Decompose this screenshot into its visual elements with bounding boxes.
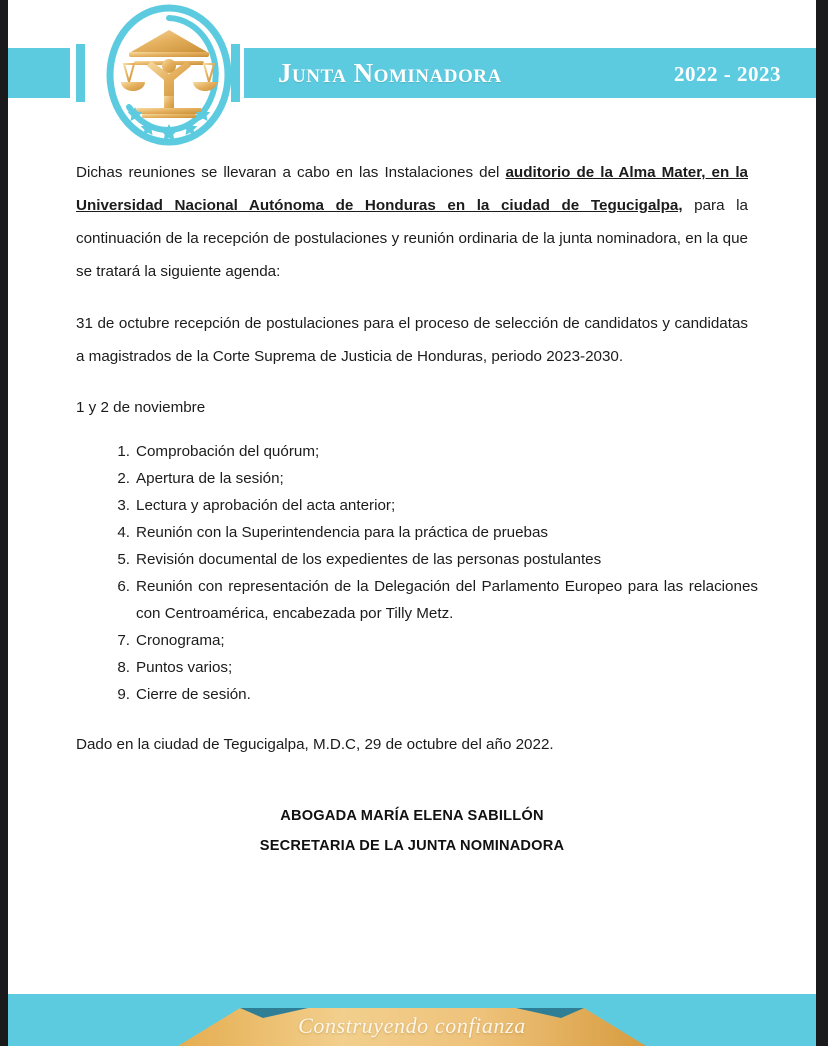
list-item [108, 438, 758, 465]
paragraph-november-dates: 1 y 2 de noviembre [76, 399, 206, 416]
document-page [8, 0, 816, 1046]
list-item-number: 1. [117, 443, 130, 460]
paragraph-meeting-location [76, 150, 748, 288]
header-left-teal-block [8, 48, 70, 98]
header-stripe-left [76, 44, 85, 102]
list-item-number: 5. [117, 551, 130, 568]
list-item-label: Puntos varios; [136, 659, 233, 676]
list-item-label: Reunión con representación de la Delegación del Parlamento Europeo para las relaciones con Centroamérica, encabezada por Tilly Metz. [136, 578, 758, 622]
list-item-label: Lectura y aprobación del acta anterior; [136, 497, 396, 514]
list-item-number: 4. [117, 524, 130, 541]
list-item-number: 7. [117, 632, 130, 649]
junta-nominadora-logo-icon [94, 4, 244, 146]
list-item [108, 681, 758, 708]
list-item-number: 8. [117, 659, 130, 676]
list-item-number: 6. [117, 578, 130, 595]
list-item-label: Cierre de sesión. [136, 686, 251, 703]
list-item-label: Cronograma; [136, 632, 225, 649]
document-header [8, 0, 816, 150]
list-item [108, 654, 758, 681]
list-item [108, 465, 758, 492]
paragraph-issued-date: Dado en la ciudad de Tegucigalpa, M.D.C, 29 de octubre del año 2022. [76, 736, 554, 753]
list-item-number: 2. [117, 470, 130, 487]
header-year-range: 2022 - 2023 [674, 62, 781, 86]
agenda-list [108, 438, 758, 708]
footer-tagline: Construyendo confianza [298, 1013, 526, 1038]
document-body [8, 150, 816, 861]
list-item [108, 492, 758, 519]
paragraph-1-emphasis: auditorio de la Alma Mater, en la Universidad Nacional Autónoma de Honduras en la ciudad de Tegucigalpa, [76, 164, 749, 214]
document-footer [8, 994, 816, 1046]
signature-block [8, 801, 816, 861]
signature-name: ABOGADA MARÍA ELENA SABILLÓN [280, 808, 544, 824]
list-item-label: Apertura de la sesión; [136, 470, 284, 487]
list-item [108, 627, 758, 654]
list-item [108, 546, 758, 573]
list-item-label: Reunión con la Superintendencia para la práctica de pruebas [136, 524, 549, 541]
page-title: Junta Nominadora [278, 58, 502, 88]
list-item-number: 9. [117, 686, 130, 703]
list-item-label: Revisión documental de los expedientes de las personas postulantes [136, 551, 602, 568]
paragraph-october-31: 31 de octubre recepción de postulaciones para el proceso de selección de candidatos y candidatas a magistrados de la Corte Suprema de Justicia de Honduras, periodo 2023-2030. [76, 315, 748, 365]
list-item [108, 519, 758, 546]
list-item-number: 3. [117, 497, 130, 514]
paragraph-1-before: Dichas reuniones se llevaran a cabo en las Instalaciones del [76, 164, 506, 181]
paragraph-1-after: para la continuación de la recepción de postulaciones y reunión ordinaria de la junta nominadora, en la que se tratará la siguiente agenda: [76, 197, 748, 280]
list-item [108, 573, 758, 627]
signature-role: SECRETARIA DE LA JUNTA NOMINADORA [259, 838, 565, 854]
list-item-label: Comprobación del quórum; [136, 443, 320, 460]
